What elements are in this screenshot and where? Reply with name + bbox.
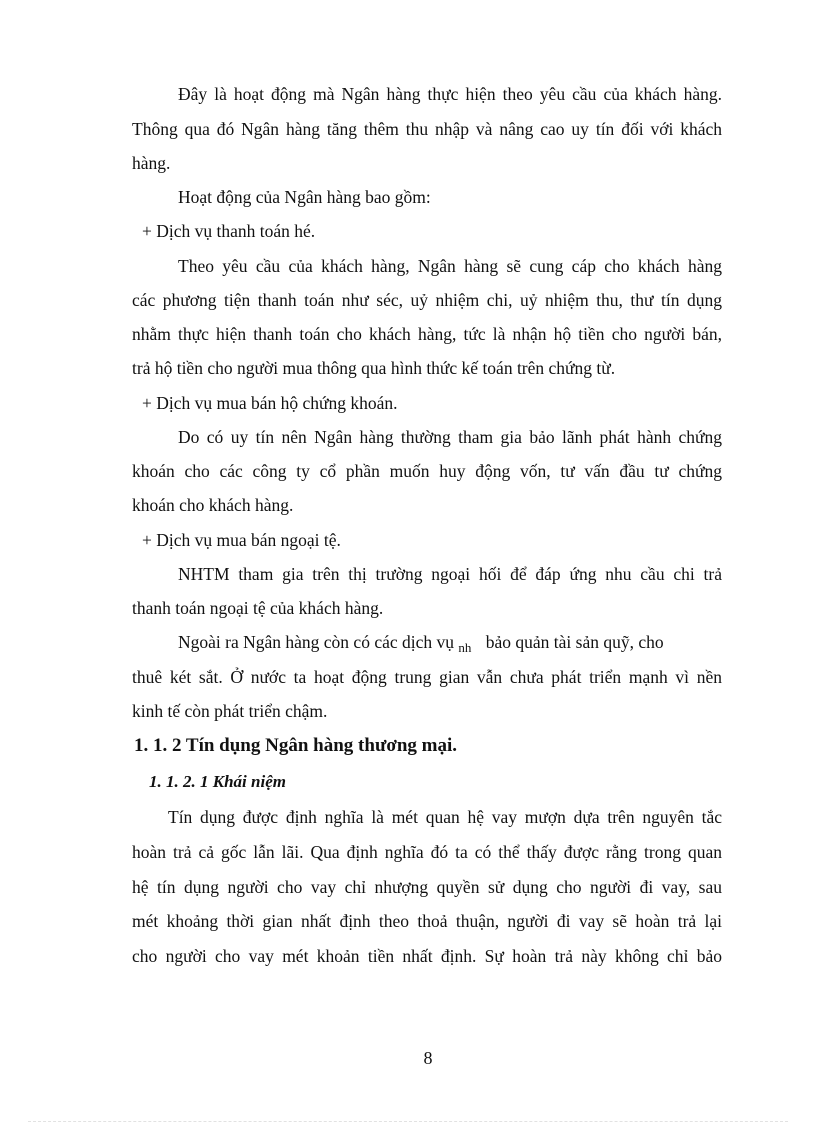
subsection-heading: 1. 1. 2. 1 Khái niệm — [149, 772, 286, 791]
paragraph-line: NHTM tham gia trên thị trường ngoại hối để đáp ứng nhu cầu chi trả — [178, 564, 722, 584]
paragraph-line: thuê két sắt. Ở nước ta hoạt động trung gian vẫn chưa phát triển mạnh vì nền — [132, 667, 722, 687]
bullet-item: + Dịch vụ mua bán ngoại tệ. — [142, 530, 341, 550]
paragraph-line: kinh tế còn phát triển chậm. — [132, 701, 328, 721]
paragraph-line: hệ tín dụng người cho vay chỉ nhượng quyền sử dụng cho người đi vay, sau — [132, 877, 722, 897]
paragraph-line: Hoạt động của Ngân hàng bao gồm: — [178, 187, 431, 207]
paragraph-line: cho người cho vay mét khoản tiền nhất định. Sự hoàn trả này không chỉ bảo — [132, 946, 722, 966]
text-fragment: nh — [458, 640, 472, 655]
section-heading: 1. 1. 2 Tín dụng Ngân hàng thương mại. — [134, 735, 458, 756]
paragraph-line: khoán cho khách hàng. — [132, 495, 294, 515]
text-run: Ngoài ra Ngân hàng còn có các dịch vụ — [178, 632, 455, 652]
paragraph-line: các phương tiện thanh toán như séc, uỷ nhiệm chi, uỷ nhiệm thu, thư tín dụng — [132, 290, 722, 310]
page-number: 8 — [423, 1048, 433, 1068]
paragraph-line: Tín dụng được định nghĩa là mét quan hệ vay mượn dựa trên nguyên tắc — [168, 807, 722, 827]
paragraph-line: nhằm thực hiện thanh toán cho khách hàng, tức là nhận hộ tiền cho người bán, — [132, 324, 722, 344]
paragraph-line: mét khoảng thời gian nhất định theo thoả thuận, người đi vay sẽ hoàn trả lại — [132, 911, 722, 931]
paragraph-line: Do có uy tín nên Ngân hàng thường tham gia bảo lãnh phát hành chứng — [178, 427, 722, 447]
paragraph-line: thanh toán ngoại tệ của khách hàng. — [132, 598, 384, 618]
paragraph-line: Theo yêu cầu của khách hàng, Ngân hàng sẽ cung cáp cho khách hàng — [178, 256, 722, 276]
bullet-item: + Dịch vụ mua bán hộ chứng khoán. — [142, 393, 398, 413]
bullet-item: + Dịch vụ thanh toán hé. — [142, 221, 316, 241]
paragraph-line — [178, 631, 722, 655]
page-divider — [28, 1121, 788, 1122]
paragraph-line: trả hộ tiền cho người mua thông qua hình thức kế toán trên chứng từ. — [132, 358, 616, 378]
paragraph-line: khoán cho các công ty cổ phần muốn huy động vốn, tư vấn đầu tư chứng — [132, 461, 722, 481]
paragraph-line: Đây là hoạt động mà Ngân hàng thực hiện theo yêu cầu của khách hàng. — [178, 84, 722, 104]
text-run: bảo quản tài sản quỹ, cho — [485, 632, 664, 652]
paragraph-line: Thông qua đó Ngân hàng tăng thêm thu nhập và nâng cao uy tín đối với khách — [132, 119, 722, 139]
paragraph-line: hàng. — [132, 153, 171, 173]
paragraph-line: hoàn trả cả gốc lẫn lãi. Qua định nghĩa đó ta có thể thấy được rằng trong quan — [132, 842, 722, 862]
